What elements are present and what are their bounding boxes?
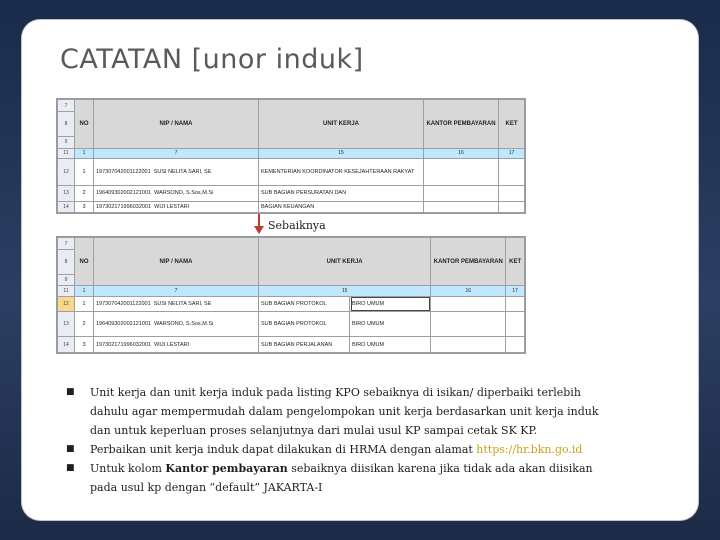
cell-no[interactable]: 1 [75, 296, 94, 312]
cell-unit-kerja[interactable]: BAGIAN KEUANGAN [259, 201, 424, 212]
header-kantor-pembayaran: KANTOR PEMBAYARAN [424, 100, 499, 149]
row-number: 12 [58, 158, 75, 185]
cell-no[interactable]: 3 [75, 201, 94, 212]
cell-nip-nama[interactable] [94, 201, 259, 212]
header-ket: KET [499, 100, 525, 149]
nip-text: 196409302002121001 [96, 190, 152, 197]
bullet-icon: ■ [66, 444, 75, 454]
cell-ket[interactable] [499, 201, 525, 212]
row-number: 12 [58, 296, 75, 312]
note-text: sebaiknya diisikan karena jika tidak ada akan diisikan [287, 462, 593, 475]
arrow-label: Sebaiknya [268, 219, 326, 232]
cell-nip-nama[interactable] [94, 158, 259, 185]
nip-text: 197307042001122001 [96, 300, 151, 307]
cell-kantor[interactable] [424, 201, 499, 212]
cell-kantor[interactable] [431, 312, 506, 337]
cell-nip-nama[interactable] [94, 312, 259, 337]
table-row [58, 296, 525, 312]
row-number: 14 [58, 201, 75, 212]
row-number: 13 [58, 312, 75, 337]
cell-unit-kerja[interactable]: SUB BAGIAN PROTOKOL [259, 296, 350, 312]
nip-text: 197302171996032001 [96, 203, 152, 210]
index-cell: 17 [499, 148, 525, 158]
cell-nip-nama[interactable] [94, 337, 259, 353]
row-number: 8 [58, 112, 75, 137]
index-cell: 17 [506, 286, 525, 296]
nama-text: WARSONO, S.Sos,M.Si [154, 190, 214, 197]
cell-unit-kerja[interactable]: SUB BAGIAN PERJALANAN [259, 337, 350, 353]
index-cell: 1 [75, 286, 94, 296]
row-number: 14 [58, 337, 75, 353]
cell-kantor[interactable] [431, 337, 506, 353]
slide-title: CATATAN [unor induk] [60, 44, 364, 75]
row-number: 11 [58, 148, 75, 158]
cell-ket[interactable] [506, 337, 525, 353]
cell-no[interactable]: 1 [75, 158, 94, 185]
header-no: NO [75, 100, 94, 149]
cell-kantor[interactable] [424, 185, 499, 201]
cell-ket[interactable] [499, 158, 525, 185]
row-number: 9 [58, 137, 75, 148]
table-row [58, 201, 525, 212]
down-arrow-icon [254, 214, 264, 236]
cell-nip-nama[interactable] [94, 296, 259, 312]
hrma-link[interactable]: https://hr.bkn.go.id [476, 443, 583, 456]
nama-text: SUSI NELITA SARI, SE [153, 300, 212, 307]
cell-unit-induk[interactable]: BIRO UMUM [350, 296, 431, 312]
table-row [58, 185, 525, 201]
index-cell: 16 [431, 286, 506, 296]
nama-text: WIJI LESTARI [154, 203, 190, 210]
header-unit-kerja: UNIT KERJA [259, 238, 431, 286]
note-line: dan untuk keperluan proses selanjutnya dari mulai usul KP sampai cetak SK KP. [90, 424, 538, 437]
cell-no[interactable]: 3 [75, 337, 94, 353]
cell-kantor[interactable] [431, 296, 506, 312]
cell-no[interactable]: 2 [75, 185, 94, 201]
header-nip-nama: NIP / NAMA [94, 238, 259, 286]
nip-text: 197302171996032001 [96, 341, 152, 348]
header-unit-kerja: UNIT KERJA [259, 100, 424, 149]
table-row [58, 312, 525, 337]
cell-kantor[interactable] [424, 158, 499, 185]
note-item [66, 459, 666, 497]
note-item [66, 383, 666, 440]
note-text: Perbaikan unit kerja induk dapat dilakukan di HRMA dengan alamat [90, 443, 477, 456]
bullet-icon: ■ [66, 463, 75, 473]
row-number: 11 [58, 286, 75, 296]
header-kantor-pembayaran: KANTOR PEMBAYARAN [431, 238, 506, 286]
index-cell: 15 [259, 286, 431, 296]
notes-list [66, 383, 666, 497]
index-cell: 1 [75, 148, 94, 158]
header-ket: KET [506, 238, 525, 286]
cell-no[interactable]: 2 [75, 312, 94, 337]
nama-text: SUSI NELITA SARI, SE [153, 168, 212, 175]
nama-text: WIJI LESTARI [154, 341, 190, 348]
cell-nip-nama[interactable] [94, 185, 259, 201]
note-line: dahulu agar mempermudah dalam pengelompokan unit kerja berdasarkan unit kerja induk [90, 405, 599, 418]
table-row [58, 158, 525, 185]
cell-unit-kerja[interactable]: SUB BAGIAN PROTOKOL [259, 312, 350, 337]
bullet-icon: ■ [66, 387, 75, 397]
row-number: 8 [58, 250, 75, 275]
index-cell: 16 [424, 148, 499, 158]
cell-unit-kerja[interactable]: KEMENTERIAN KOORDINATOR KESEJAHTERAAN RAKYAT [259, 158, 424, 185]
cell-ket[interactable] [506, 296, 525, 312]
spreadsheet-before [56, 98, 526, 214]
row-number: 7 [58, 238, 75, 250]
note-bold-text: Kantor pembayaran [165, 462, 288, 475]
note-line: Unit kerja dan unit kerja induk pada listing KPO sebaiknya di isikan/ diperbaiki terlebih [90, 386, 581, 399]
row-number: 13 [58, 185, 75, 201]
row-number: 7 [58, 100, 75, 112]
note-text: Untuk kolom [90, 462, 166, 475]
index-cell: 7 [94, 148, 259, 158]
index-cell: 15 [259, 148, 424, 158]
spreadsheet-after [56, 236, 526, 354]
header-no: NO [75, 238, 94, 286]
nama-text: WARSONO, S.Sos,M.Si [154, 321, 214, 328]
note-item [66, 440, 666, 459]
header-nip-nama: NIP / NAMA [94, 100, 259, 149]
row-number: 9 [58, 275, 75, 286]
cell-unit-induk[interactable]: BIRO UMUM [350, 312, 431, 337]
cell-unit-kerja[interactable]: SUB BAGIAN PERSURATAN DAN [259, 185, 424, 201]
cell-unit-induk[interactable]: BIRO UMUM [350, 337, 431, 353]
cell-ket[interactable] [506, 312, 525, 337]
table-row [58, 337, 525, 353]
index-cell: 7 [94, 286, 259, 296]
nip-text: 196409302002121001 [96, 321, 152, 328]
cell-ket[interactable] [499, 185, 525, 201]
nip-text: 197307042001122001 [96, 168, 151, 175]
note-line: pada usul kp dengan “default” JAKARTA-I [90, 481, 323, 494]
